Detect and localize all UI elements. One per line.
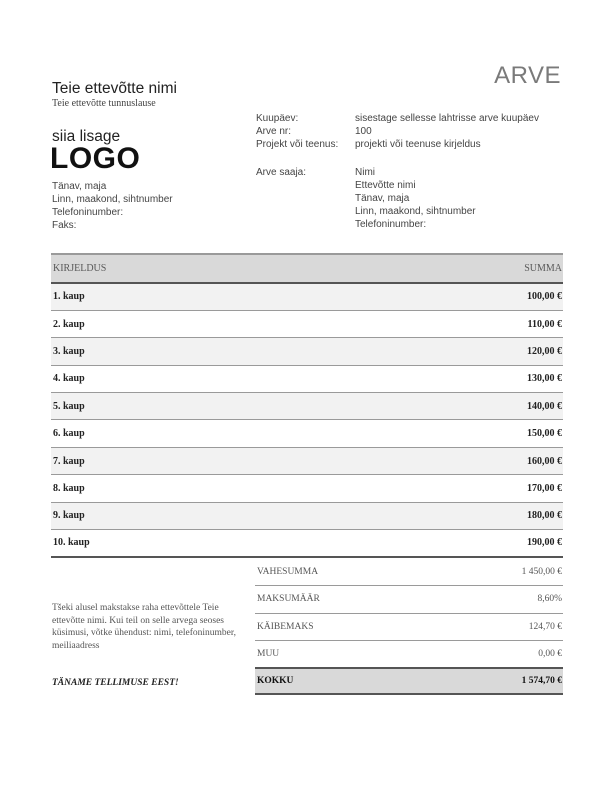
company-fax: Faks: [52, 220, 77, 231]
item-amount: 170,00 € [352, 475, 563, 502]
item-description: 6. kaup [51, 420, 352, 447]
invoice-title: ARVE [494, 62, 561, 89]
meta-recipient-row [256, 166, 539, 179]
table-row [51, 502, 563, 529]
date-value: sisestage sellesse lahtrisse arve kuupäev [355, 113, 539, 124]
payment-note: Tšeki alusel makstakse raha ettevõttele Teie ettevõtte nimi. Kui teil on selle arvega seoses küsimusi, võtke ühendust: nimi, telefoninumber, meiliaadress [52, 603, 237, 651]
thank-you-message: TÄNAME TELLIMUSE EEST! [52, 678, 179, 688]
item-amount: 140,00 € [352, 393, 563, 420]
company-slogan: Teie ettevõtte tunnuslause [52, 98, 156, 109]
project-value: projekti või teenuse kirjeldus [355, 139, 481, 150]
item-description: 2. kaup [51, 310, 352, 337]
other-label: MUU [255, 641, 443, 669]
recipient-city: Linn, maakond, sihtnumber [355, 206, 476, 217]
tax-rate-row [255, 586, 563, 614]
meta-recipient-phone-row [256, 218, 539, 231]
recipient-name: Nimi [355, 167, 375, 178]
item-amount: 150,00 € [352, 420, 563, 447]
table-row [51, 530, 563, 557]
item-description: 9. kaup [51, 502, 352, 529]
meta-project-row [256, 138, 539, 151]
company-city: Linn, maakond, sihtnumber [52, 194, 173, 205]
item-description: 3. kaup [51, 338, 352, 365]
invoice-number-value: 100 [355, 126, 372, 137]
table-row [51, 420, 563, 447]
recipient-street: Tänav, maja [355, 193, 410, 204]
item-description: 4. kaup [51, 365, 352, 392]
vat-row [255, 613, 563, 641]
logo-placeholder: LOGO [50, 142, 141, 175]
meta-spacer [256, 151, 539, 166]
table-row [51, 475, 563, 502]
meta-date-row [256, 112, 539, 125]
item-amount: 130,00 € [352, 365, 563, 392]
item-description: 10. kaup [51, 530, 352, 557]
item-amount: 120,00 € [352, 338, 563, 365]
item-description: 1. kaup [51, 283, 352, 310]
meta-recipient-city-row [256, 205, 539, 218]
table-row [51, 338, 563, 365]
items-header-row [51, 254, 563, 283]
company-address [52, 180, 173, 232]
meta-recipient-company-row [256, 179, 539, 192]
item-description: 5. kaup [51, 393, 352, 420]
company-phone: Telefoninumber: [52, 207, 124, 218]
subtotal-row [255, 558, 563, 586]
meta-indent [256, 192, 355, 205]
table-row [51, 283, 563, 310]
company-name: Teie ettevõtte nimi [52, 80, 177, 97]
header-amount: SUMMA [352, 254, 563, 283]
company-street: Tänav, maja [52, 181, 107, 192]
project-label: Projekt või teenus: [256, 139, 339, 150]
table-row [51, 310, 563, 337]
tax-rate-value: 8,60% [443, 586, 563, 614]
item-amount: 180,00 € [352, 502, 563, 529]
other-value: 0,00 € [443, 641, 563, 669]
items-table [51, 253, 563, 558]
tax-rate-label: MAKSUMÄÄR [255, 586, 443, 614]
date-label: Kuupäev: [256, 113, 299, 124]
total-value: 1 574,70 € [443, 668, 563, 694]
item-description: 8. kaup [51, 475, 352, 502]
totals-table [255, 558, 563, 695]
recipient-phone: Telefoninumber: [355, 219, 427, 230]
subtotal-value: 1 450,00 € [443, 558, 563, 586]
item-amount: 110,00 € [352, 310, 563, 337]
header-description: KIRJELDUS [51, 254, 352, 283]
invoice-meta [256, 112, 539, 231]
total-label: KOKKU [255, 668, 443, 694]
subtotal-label: VAHESUMMA [255, 558, 443, 586]
other-row [255, 641, 563, 669]
vat-value: 124,70 € [443, 613, 563, 641]
meta-indent [256, 218, 355, 231]
table-row [51, 447, 563, 474]
vat-label: KÄIBEMAKS [255, 613, 443, 641]
meta-indent [256, 205, 355, 218]
invoice-number-label: Arve nr: [256, 126, 292, 137]
meta-recipient-street-row [256, 192, 539, 205]
item-amount: 160,00 € [352, 447, 563, 474]
item-amount: 100,00 € [352, 283, 563, 310]
item-description: 7. kaup [51, 447, 352, 474]
meta-indent [256, 179, 355, 192]
meta-number-row [256, 125, 539, 138]
recipient-company: Ettevõtte nimi [355, 180, 416, 191]
item-amount: 190,00 € [352, 530, 563, 557]
recipient-label: Arve saaja: [256, 167, 307, 178]
table-row [51, 393, 563, 420]
logo-placeholder-caption: siia lisage [52, 128, 121, 145]
table-row [51, 365, 563, 392]
total-row [255, 668, 563, 694]
